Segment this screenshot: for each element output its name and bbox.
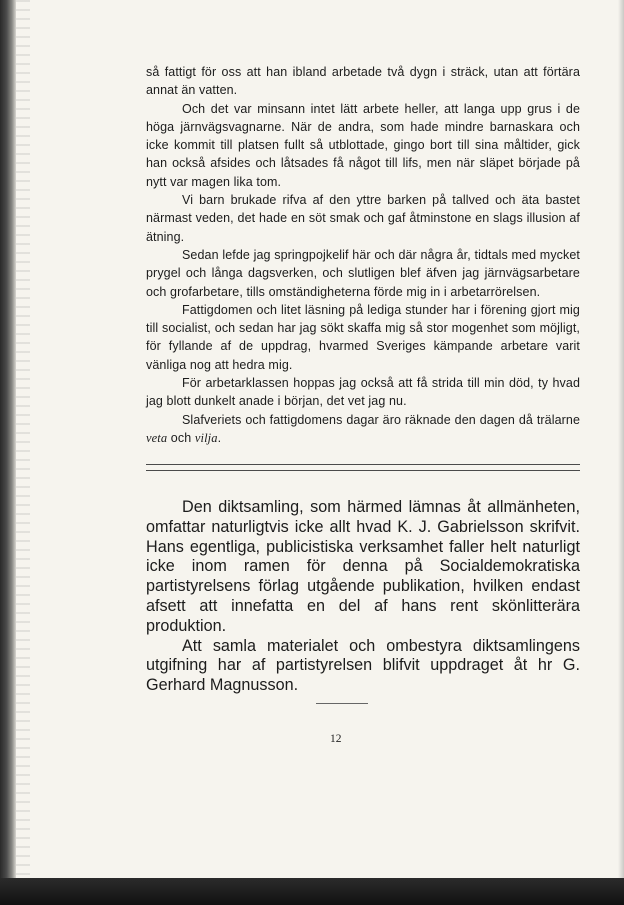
page-right-edge <box>618 0 624 878</box>
book-binding-edge <box>0 0 16 905</box>
emphasis-veta: veta <box>146 430 168 445</box>
double-divider-rule <box>146 464 580 471</box>
paragraph: Fattigdomen och litet läsning på lediga stunder har i förening gjort mig till socialist, och sedan har jag sökt skaffa mig så stor mogenhet som möjligt, för fyllande af de uppdrag, hvarmed Sveriges kämpande arbetare varit vänliga nog att hedra mig. <box>146 302 580 372</box>
paragraph: Att samla materialet och ombestyra diktsamlingens utgifning har af partistyrelsen blifvit uppdraget åt hr G. Gerhard Magnusson. <box>146 636 580 695</box>
binding-shadow <box>16 0 30 905</box>
text-run: och <box>167 430 195 445</box>
page-bottom-edge <box>0 878 624 905</box>
paragraph: Sedan lefde jag springpojkelif här och där några år, tidtals med mycket prygel och långa dagsverken, och slutligen blef äfven jag järnvägsarbetare och grofarbetare, tills omständigheterna förde mig in i arbetarrörelsen. <box>146 247 580 299</box>
closing-paragraph <box>146 411 580 448</box>
paragraph: Vi barn brukade rifva af den yttre barken på tallved och äta bastet närmast veden, det hade en söt smak och gaf åtminstone en slags illusion af ätning. <box>146 193 580 244</box>
short-divider <box>316 703 368 704</box>
paragraph: Den diktsamling, som härmed lämnas åt allmänheten, omfattar naturligtvis icke allt hvad K. J. Gabrielsson skrifvit. Hans egentliga, publicistiska verksamhet faller helt naturligt icke inom ramen för denna på Socialdemokratiska partistyrelsens förlag utgående publikation, hvilken endast afsett att innefatta en del af hans rent skönlitterära produktion. <box>146 498 580 635</box>
emphasis-vilja: vilja <box>194 430 218 445</box>
page-number: 12 <box>330 733 342 745</box>
paragraph: Och det var minsann intet lätt arbete heller, att langa upp grus i de höga järnvägsvagnarne. När de andra, som hade mindre barnaskara och icke kommit till platsen fullt så utblottade, gingo bort till sina måltider, gick han också afsides och låtsades få något till lifs, men när släpet började på nytt var magen lika tom. <box>146 101 580 189</box>
text-run: Slafveriets och fattigdomens dagar äro räknade den dagen då trälarne <box>182 412 580 427</box>
paragraph: För arbetarklassen hoppas jag också att få strida till min död, ty hvad jag blott dunkelt anade i början, det vet jag nu. <box>146 376 580 409</box>
editorial-note <box>146 498 580 696</box>
text-run: . <box>217 430 222 445</box>
paragraph: så fattigt för oss att han ibland arbetade två dygn i sträck, utan att förtära annat än vatten. <box>146 65 580 98</box>
autobiography-text <box>146 63 580 447</box>
